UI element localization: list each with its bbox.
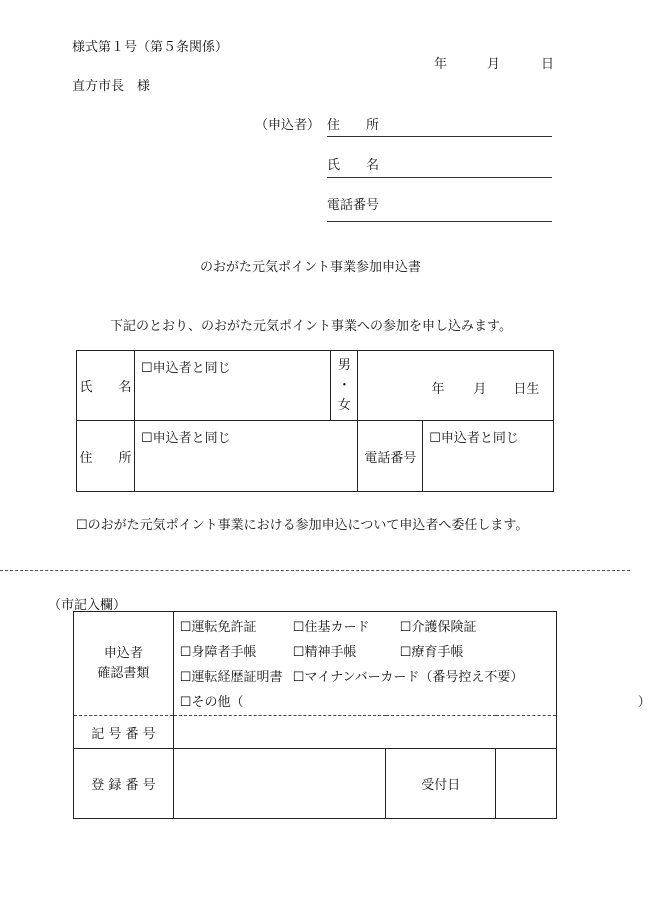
option-disability-handbook[interactable]: ☐身障者手帳 <box>179 645 257 660</box>
participant-name-label: 氏 名 <box>77 351 135 421</box>
gender-female: 女 <box>337 397 351 413</box>
symbol-number-field[interactable] <box>173 716 556 749</box>
birth-year-label: 年 <box>431 382 445 397</box>
birth-month-label: 月 <box>473 382 487 397</box>
option-driving-history[interactable]: ☐運転経歴証明書 <box>179 670 283 685</box>
applicant-name-label: 氏 名 <box>327 158 380 173</box>
intro-text: 下記のとおり、のおがた元気ポイント事業への参加を申し込みます。 <box>110 319 512 334</box>
option-care-insurance[interactable]: ☐介護保険証 <box>399 620 477 635</box>
name-same-checkbox[interactable]: ☐申込者と同じ <box>140 361 231 376</box>
participant-address-field[interactable] <box>134 421 357 492</box>
delegation-checkbox[interactable]: ☐のおがた元気ポイント事業における参加申込について申込者へ委任します。 <box>76 518 529 533</box>
option-rehab-handbook[interactable]: ☐療育手帳 <box>399 645 464 660</box>
gender-male: 男 <box>337 357 351 373</box>
option-mental-handbook[interactable]: ☐精神手帳 <box>292 645 357 660</box>
applicant-label: （申込者） <box>255 118 321 133</box>
participant-phone-label: 電話番号 <box>358 421 423 492</box>
applicant-name-line[interactable] <box>327 177 552 178</box>
gender-field[interactable] <box>331 351 358 421</box>
id-docs-label-line1: 申込者 <box>103 645 143 661</box>
date-year-label: 年 <box>434 57 448 72</box>
birthdate-field[interactable] <box>358 351 554 421</box>
gender-dot: ・ <box>337 377 351 393</box>
phone-same-checkbox[interactable]: ☐申込者と同じ <box>429 431 519 446</box>
option-drivers-license[interactable]: ☐運転免許証 <box>179 620 257 635</box>
symbol-number-label: 記 号 番 号 <box>74 716 174 749</box>
id-docs-label-line2: 確認書類 <box>97 665 150 681</box>
applicant-phone-line[interactable] <box>327 221 552 222</box>
addressee: 直方市長 様 <box>72 79 151 94</box>
date-month-label: 月 <box>487 57 501 72</box>
address-same-checkbox[interactable]: ☐申込者と同じ <box>140 431 231 446</box>
date-day-label: 日 <box>541 57 555 72</box>
participant-phone-field[interactable] <box>423 421 554 492</box>
applicant-address-line[interactable] <box>327 136 552 137</box>
office-table <box>73 611 651 819</box>
applicant-address-label: 住 所 <box>327 118 380 133</box>
option-mynumber-card[interactable]: ☐マイナンバーカード（番号控え不要） <box>292 670 524 685</box>
registration-number-field[interactable] <box>173 749 386 819</box>
cut-line <box>0 570 630 571</box>
receipt-date-field[interactable] <box>496 749 557 819</box>
applicant-phone-label: 電話番号 <box>327 198 380 213</box>
registration-number-label: 登 録 番 号 <box>74 749 174 819</box>
office-section-label: （市記入欄） <box>48 598 127 613</box>
option-other-close: ） <box>637 695 651 710</box>
option-juki-card[interactable]: ☐住基カード <box>292 620 370 635</box>
participant-table <box>76 350 554 492</box>
document-title: のおがた元気ポイント事業参加申込書 <box>200 260 422 275</box>
participant-address-label: 住 所 <box>77 421 135 492</box>
receipt-date-label: 受付日 <box>386 749 496 819</box>
form-number: 様式第１号（第５条関係） <box>72 40 229 55</box>
option-other[interactable]: ☐その他（ <box>179 695 244 710</box>
participant-name-field[interactable] <box>134 351 331 421</box>
id-docs-label <box>74 612 174 716</box>
birth-day-label: 日生 <box>513 382 540 397</box>
id-docs-options <box>173 612 651 716</box>
